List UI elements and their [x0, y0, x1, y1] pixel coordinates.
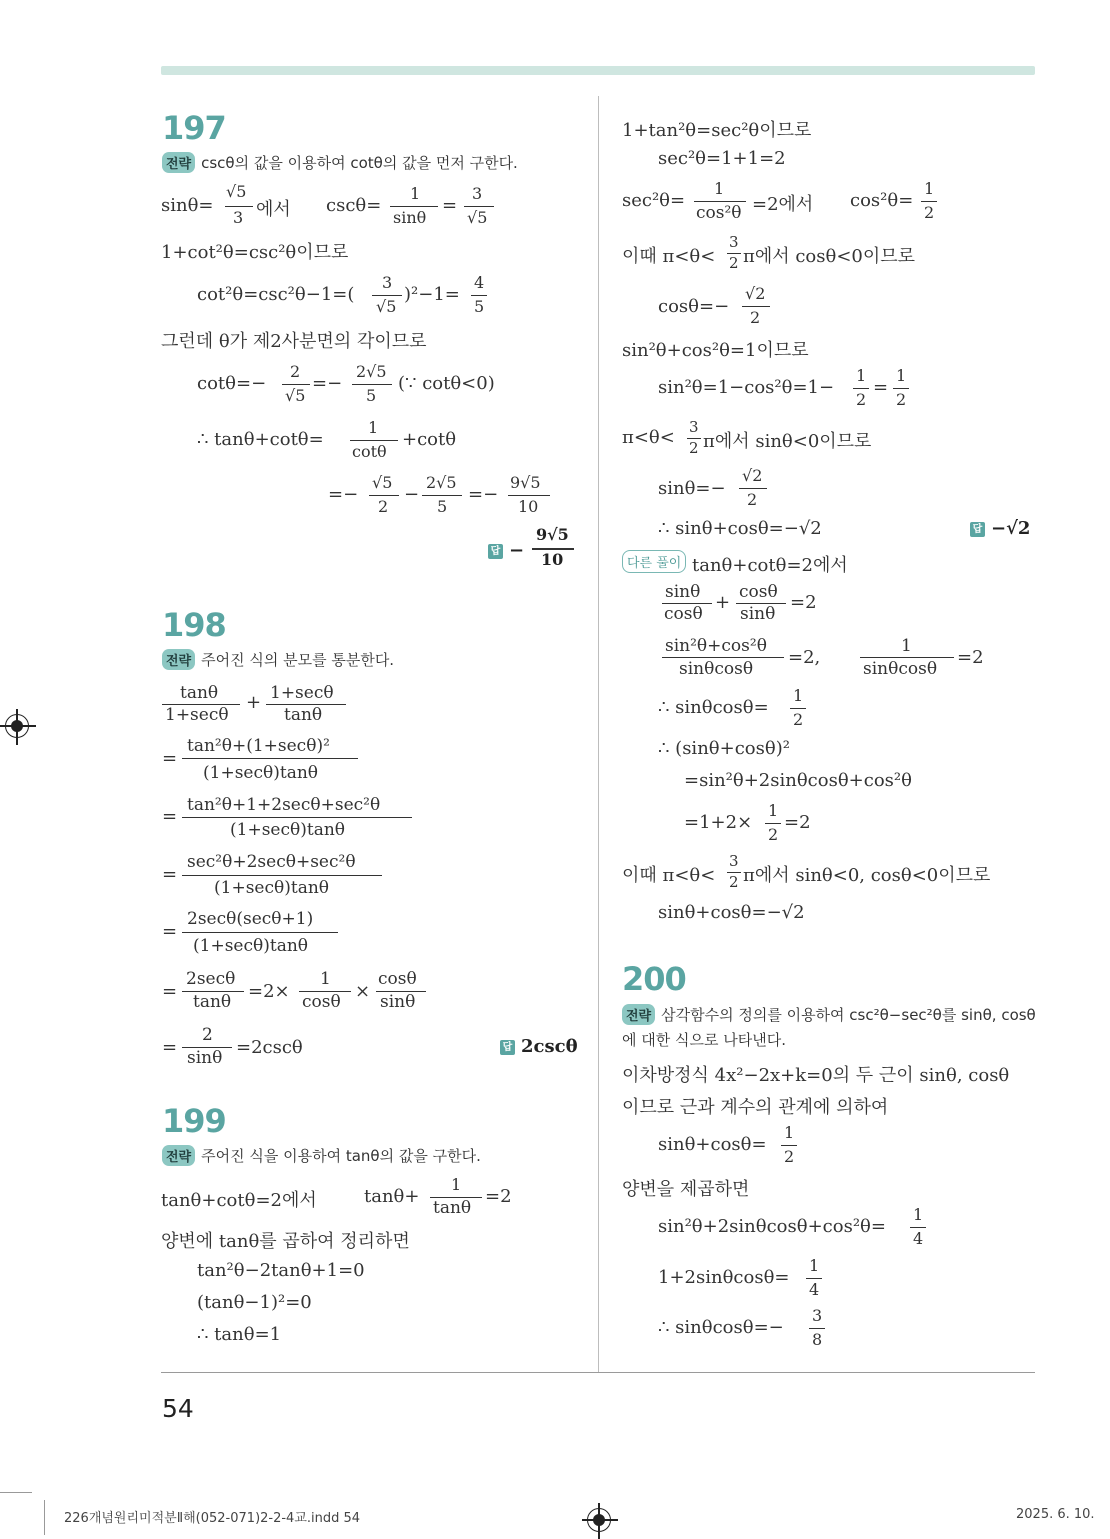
frac-den: √5 [376, 297, 397, 316]
frac-num: 2 [202, 1025, 213, 1045]
frac-den: 2 [768, 825, 779, 844]
frac-num: 3 [729, 233, 739, 251]
eq-text: tanθ+ [364, 1186, 420, 1207]
eq-text: =2 [790, 592, 817, 613]
frac-den: 1+secθ [165, 705, 229, 725]
page-number: 54 [162, 1394, 194, 1423]
eq-line: 양변을 제곱하면 [622, 1179, 750, 1200]
fraction-bar [182, 817, 412, 818]
answer-tag: 답 [500, 1040, 515, 1055]
frac-den: 2 [378, 497, 389, 516]
eq-text: cscθ= [326, 195, 382, 216]
eq-text: π에서 sinθ<0, cosθ<0이므로 [743, 865, 991, 886]
frac-num: 3 [472, 184, 483, 203]
frac-den: 3 [233, 208, 244, 227]
eq-text: 1+2sinθcosθ= [658, 1267, 790, 1288]
fraction-bar [422, 495, 462, 496]
eq-text: =− [328, 484, 359, 505]
eq-sign: = [162, 806, 178, 827]
strategy-text: cscθ의 값을 이용하여 cotθ의 값을 먼저 구한다. [201, 154, 518, 172]
frac-num: √5 [226, 182, 247, 201]
frac-num: 2secθ [186, 969, 236, 989]
eq-line: sinθ= [161, 195, 214, 216]
eq-line: =sin²θ+2sinθcosθ+cos²θ [684, 770, 912, 791]
frac-num: sin²θ+cos²θ [665, 636, 767, 656]
strategy-text: 삼각함수의 정의를 이용하여 csc²θ−sec²θ를 sinθ, cosθ [661, 1006, 1036, 1024]
eq-text: =1+2× [684, 812, 753, 833]
eq-line: 이므로 근과 계수의 관계에 의하여 [622, 1097, 889, 1118]
frac-den: cosθ [664, 604, 703, 624]
frac-num: 1 [410, 184, 421, 203]
frac-den: 5 [474, 297, 485, 316]
frac-num: 1 [856, 366, 867, 385]
eq-line: 1+tan²θ=sec²θ이므로 [622, 120, 812, 141]
frac-den: 2 [689, 439, 699, 457]
eq-text: )²−1= [404, 284, 460, 305]
frac-num: 1 [784, 1123, 795, 1142]
frac-num: tanθ [180, 683, 219, 703]
frac-num: 2√5 [426, 473, 457, 492]
eq-text: (∵ cotθ<0) [398, 373, 495, 394]
eq-line: tanθ+cotθ=2에서 [692, 555, 848, 576]
eq-text: =2cscθ [236, 1037, 303, 1058]
strategy-tag: 전략 [162, 1145, 195, 1166]
frac-num: 1 [451, 1175, 462, 1194]
fraction-bar [781, 1145, 797, 1146]
fraction-bar [182, 875, 382, 876]
frac-den: 2 [856, 390, 867, 409]
frac-num: 1 [896, 366, 907, 385]
frac-den: 5 [437, 497, 448, 516]
frac-den: sinθcosθ [679, 659, 754, 679]
frac-den: sinθcosθ [863, 659, 938, 679]
frac-num: 1 [320, 969, 331, 989]
eq-text: ∴ tanθ+cotθ= [197, 429, 324, 450]
frac-den: 10 [518, 497, 539, 516]
frac-den: (1+secθ)tanθ [230, 820, 346, 840]
frac-den: 2 [747, 490, 758, 509]
eq-line: ∴ tanθ=1 [197, 1324, 282, 1345]
frac-num: 1 [368, 418, 379, 437]
frac-num: 1 [714, 179, 725, 198]
frac-num: 3 [689, 418, 699, 436]
eq-text: =2, [788, 647, 821, 668]
frac-num: 2secθ(secθ+1) [187, 909, 314, 929]
eq-line: 1+cot²θ=csc²θ이므로 [161, 242, 349, 263]
eq-text: ∴ sinθcosθ= [658, 697, 769, 718]
eq-text: = [442, 195, 458, 216]
frac-den: sinθ [380, 992, 416, 1012]
frac-den: 2 [729, 873, 739, 891]
registration-mark-icon [587, 1508, 611, 1532]
frac-den: cosθ [302, 992, 341, 1012]
frac-num: 3 [729, 852, 739, 870]
strategy-tag: 전략 [162, 649, 195, 670]
answer-value: 2cscθ [521, 1036, 578, 1057]
frac-den: (1+secθ)tanθ [203, 763, 319, 783]
frac-num: √2 [742, 466, 763, 485]
frac-num: 1 [768, 801, 779, 820]
strategy-tag: 전략 [622, 1004, 655, 1025]
eq-text: =− [468, 484, 499, 505]
strategy-text-cont: 에 대한 식으로 나타낸다. [622, 1031, 786, 1049]
eq-text: =2 [485, 1186, 512, 1207]
header-accent-bar [161, 66, 1035, 75]
frac-den: √5 [467, 208, 488, 227]
eq-text: π에서 cosθ<0이므로 [743, 246, 916, 267]
answer-197 [488, 540, 524, 561]
answer-sign: − [509, 540, 525, 561]
eq-line: (tanθ−1)²=0 [197, 1292, 312, 1313]
crop-mark [44, 1500, 45, 1535]
eq-text: = [873, 377, 889, 398]
frac-den: (1+secθ)tanθ [193, 936, 309, 956]
answer-199 [970, 518, 1030, 539]
eq-text: =2× [248, 981, 290, 1002]
problem-200-strategy [622, 1004, 1036, 1025]
fraction-bar [809, 1328, 825, 1329]
eq-text: 이때 π<θ< [622, 246, 716, 267]
eq-sign: = [162, 1037, 178, 1058]
fraction-bar [182, 932, 338, 933]
fraction-bar [893, 388, 909, 389]
frac-num: cosθ [378, 969, 417, 989]
eq-text: tanθ+cotθ=2에서 [161, 1190, 317, 1211]
eq-text: ∴ sinθcosθ=− [658, 1317, 784, 1338]
alt-solution-tag: 다른 풀이 [622, 550, 686, 573]
frac-den: sinθ [740, 604, 776, 624]
eq-line: 양변에 tanθ를 곱하여 정리하면 [161, 1231, 410, 1252]
frac-num: 1+secθ [270, 683, 334, 703]
frac-num: 1 [793, 686, 804, 705]
eq-text: + [715, 592, 731, 613]
eq-text: =2 [957, 647, 984, 668]
eq-text: cosθ=− [658, 296, 730, 317]
eq-text: sec²θ= [622, 190, 686, 211]
eq-text: cos²θ= [850, 190, 914, 211]
fraction-bar [860, 657, 954, 658]
frac-den: 5 [366, 386, 377, 405]
frac-num: tan²θ+(1+secθ)² [187, 736, 330, 756]
frac-den: tanθ [433, 1198, 472, 1218]
frac-num: sinθ [665, 582, 701, 602]
eq-line: tan²θ−2tanθ+1=0 [197, 1260, 365, 1281]
eq-text: sinθ=− [658, 478, 726, 499]
fraction-bar [921, 201, 937, 202]
frac-den: sinθ [393, 208, 427, 227]
eq-text: π<θ< [622, 427, 675, 448]
fraction-bar [464, 206, 494, 207]
fraction-bar [369, 495, 399, 496]
eq-text: sin²θ+2sinθcosθ+cos²θ= [658, 1216, 886, 1237]
strategy-text: 주어진 식을 이용하여 tanθ의 값을 구한다. [201, 1147, 481, 1165]
frac-num: 3 [812, 1306, 823, 1325]
frac-num: 9√5 [510, 473, 541, 492]
frac-den: 8 [812, 1330, 823, 1349]
eq-text: × [355, 981, 371, 1002]
eq-line: sec²θ=1+1=2 [658, 148, 786, 169]
fraction-bar [806, 1278, 822, 1279]
fraction-bar [853, 388, 869, 389]
footer-date: 2025. 6. 10. [1016, 1507, 1095, 1522]
problem-197-number: 197 [162, 109, 226, 147]
fraction-bar [350, 440, 398, 441]
fraction-bar [471, 295, 487, 296]
frac-num: 1 [913, 1205, 924, 1224]
frac-num: 2√5 [356, 362, 387, 381]
frac-den: 4 [809, 1280, 820, 1299]
frac-den: sinθ [187, 1048, 223, 1068]
fraction-bar [662, 657, 784, 658]
frac-den: 2 [924, 203, 935, 222]
answer-198 [500, 1036, 578, 1057]
fraction-bar [352, 384, 392, 385]
frac-den: 4 [913, 1229, 924, 1248]
eq-text: =2에서 [752, 194, 814, 215]
frac-num: sec²θ+2secθ+sec²θ [187, 852, 356, 872]
frac-den: 2 [729, 254, 739, 272]
eq-sign: = [162, 748, 178, 769]
strategy-tag: 전략 [162, 152, 195, 173]
problem-200-number: 200 [622, 960, 686, 998]
fraction-bar [910, 1227, 926, 1228]
registration-mark-icon [5, 714, 29, 738]
frac-num: 4 [474, 273, 485, 292]
frac-den: 2 [896, 390, 907, 409]
frac-num: 1 [809, 1256, 820, 1275]
answer-value: −√2 [991, 518, 1031, 539]
eq-line: sin²θ+cos²θ=1이므로 [622, 340, 809, 361]
answer-tag: 답 [488, 544, 503, 559]
frac-den: (1+secθ)tanθ [214, 878, 330, 898]
problem-197-strategy [162, 152, 518, 173]
frac-den: tanθ [284, 705, 323, 725]
eq-sign: = [162, 981, 178, 1002]
fraction-bar [742, 306, 770, 307]
problem-198-strategy [162, 649, 394, 670]
fraction-bar [372, 295, 402, 296]
fraction-bar [282, 384, 310, 385]
frac-num: √5 [372, 473, 393, 492]
frac-den: tanθ [193, 992, 232, 1012]
column-divider [598, 96, 599, 1372]
fraction-bar [225, 206, 253, 207]
fraction-bar [508, 495, 550, 496]
fraction-bar [790, 708, 806, 709]
eq-text: cotθ=− [197, 373, 267, 394]
frac-num: tan²θ+1+2secθ+sec²θ [187, 795, 381, 815]
eq-line: ∴ (sinθ+cosθ)² [658, 738, 790, 759]
eq-sign: = [162, 921, 178, 942]
eq-text: − [404, 484, 420, 505]
eq-text: sin²θ=1−cos²θ=1− [658, 377, 835, 398]
fraction-bar [182, 758, 358, 759]
eq-line: ∴ sinθ+cosθ=−√2 [658, 518, 822, 539]
frac-num: 1 [901, 636, 912, 656]
problem-198-number: 198 [162, 606, 226, 644]
eq-line: 이차방정식 4x²−2x+k=0의 두 근이 sinθ, cosθ [622, 1065, 1010, 1086]
frac-den: 2 [750, 308, 761, 327]
eq-text: cot²θ=csc²θ−1=( [197, 284, 355, 305]
problem-199-number: 199 [162, 1102, 226, 1140]
frac-num: 2 [290, 362, 301, 381]
answer-tag: 답 [970, 522, 985, 537]
eq-text: 이때 π<θ< [622, 865, 716, 886]
frac-den: 2 [793, 710, 804, 729]
answer-den: 10 [541, 550, 564, 569]
frac-den: 2 [784, 1147, 795, 1166]
crop-mark [0, 1492, 32, 1493]
page-bottom-rule [161, 1372, 1035, 1373]
fraction-bar [390, 206, 438, 207]
footer-filename: 226개념원리미적분Ⅱ해(052-071)2-2-4교.indd 54 [64, 1511, 361, 1526]
frac-num: √2 [745, 284, 766, 303]
fraction-bar [694, 201, 746, 202]
eq-text: sinθ+cosθ= [658, 1134, 767, 1155]
problem-199-strategy [162, 1145, 481, 1166]
answer-num: 9√5 [536, 525, 569, 544]
frac-den: cos²θ [696, 203, 742, 223]
eq-text: +cotθ [402, 429, 457, 450]
eq-line: 그런데 θ가 제2사분면의 각이므로 [161, 331, 427, 352]
frac-num: cosθ [739, 582, 778, 602]
strategy-text: 주어진 식의 분모를 통분한다. [201, 651, 395, 669]
frac-num: 3 [382, 273, 393, 292]
frac-den: cotθ [352, 442, 387, 461]
frac-den: √5 [285, 386, 306, 405]
eq-text: π에서 sinθ<0이므로 [703, 431, 872, 452]
fraction-bar [765, 823, 781, 824]
fraction-bar [739, 488, 767, 489]
frac-num: 1 [924, 179, 935, 198]
eq-text: =− [312, 373, 343, 394]
eq-text: 에서 [256, 199, 291, 220]
eq-sign: = [162, 864, 178, 885]
eq-line: sinθ+cosθ=−√2 [658, 902, 805, 923]
eq-text: + [246, 692, 262, 713]
eq-text: =2 [784, 812, 811, 833]
